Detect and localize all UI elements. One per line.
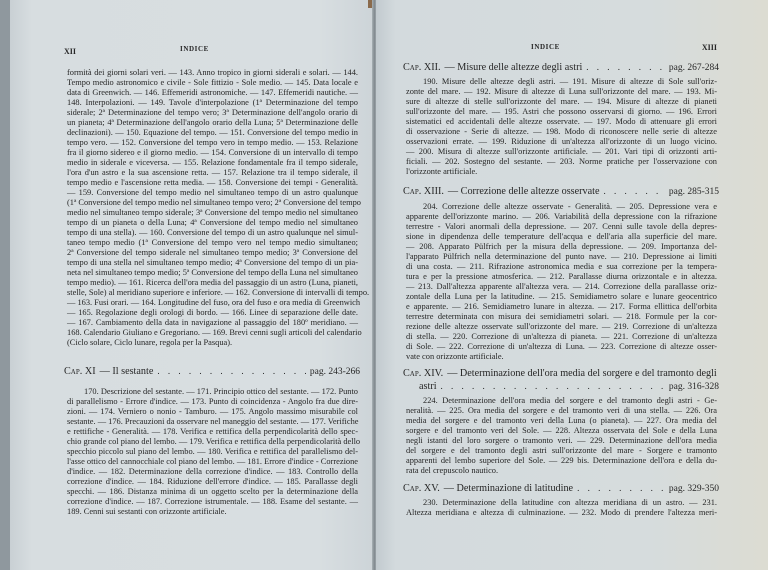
dot-leader: [577, 482, 665, 495]
text-line: medio in siderale e viceversa. — 155. Relazione fondamentale fra il tempo siderale,: [67, 158, 358, 167]
chapter-title: — Determinazione dell'ora media del sorgere e del tramonto degli: [447, 368, 717, 379]
text-line: — 165. Regolazione degli orologi di bordo. — 166. Linee di separazione delle date.: [67, 308, 358, 317]
chapter-heading: [403, 185, 719, 198]
chapter-heading: [64, 365, 360, 378]
text-line: Tempo medio astronomico e civile - Sole fittizio - Sole medio. — 145. Data locale e: [67, 78, 358, 87]
text-line: neralità. — 225. Ora media del sorgere e del tramonto veri di una stella. — 226. Ora: [406, 406, 717, 415]
left-page: [10, 0, 373, 570]
text-line: di Sole. — 222. Correzione di un'altezza di Luna. — 223. Correzione di altezze osser-: [406, 342, 717, 351]
chapter-heading: [403, 482, 719, 495]
running-head: INDICE: [180, 45, 209, 53]
text-line: l'asse ottico del cannocchiale col piano del lembo. — 181. Errore d'indice - Correzione: [67, 457, 358, 466]
text-line: medio nel simultaneo tempo siderale; 3ª Conversione del tempo medio nel simultaneo: [67, 208, 358, 217]
text-line: tempo medio). — 161. Ricerca dell'ora media del passaggio di un astro (Luna, pianeti,: [67, 278, 358, 287]
text-line: zontale della Luna per la latitudine. — 215. Semidiametro solare e lunare geocentrico: [406, 292, 717, 301]
text-line: siderale; 2ª Determinazione del tempo vero; 3ª Determinazione dell'angolo orario di: [67, 108, 358, 117]
text-line: correzione d'indice. — 184. Riduzione dell'errore d'indice. — 185. Parallasse degli: [67, 477, 358, 486]
text-line: — 213. Dall'altezza apparente all'altezza vera. — 214. Correzione della parallasse oriz-: [406, 282, 717, 291]
text-line: di stella. — 220. Correzione di un'altezza di pianeta. — 221. Correzione di un'altezza: [406, 332, 717, 341]
text-line: neta nel simultaneo tempo medio; 5ª Conversione del tempo della Luna nel simultaneo: [67, 268, 358, 277]
chapter-heading: [403, 367, 719, 393]
text-line: un pianeta; 4ª Determinazione dell'angolo orario della Luna; 5ª Determinazione delle: [67, 118, 358, 127]
text-line: tempo di una stella). — 160. Conversione del tempo di un astro qualunque nel simul-: [67, 228, 358, 237]
page-number: XIII: [701, 43, 717, 52]
text-line: tura e per la pressione atmosferica. — 212. Parallasse diurna orizzontale e in altezza.: [406, 272, 717, 281]
chapter-pages: pag. 316-328: [668, 382, 719, 392]
chapter-title: — Determinazione di latitudine: [443, 483, 574, 494]
chapter-pages: pag. 285-315: [668, 187, 719, 197]
chapter-label: Cap. XII.: [403, 62, 441, 73]
text-line: di parallelismo - Errore d'indice. — 173. Punto di coincidenza - Angolo fra due dire-: [67, 397, 358, 406]
chapter-title-row: [403, 482, 719, 495]
chapter-title-row: [403, 185, 719, 198]
text-line: 204. Correzione delle altezze osservate - Generalità. — 205. Depressione vera e: [423, 202, 717, 211]
text-line: di una costa. — 211. Rifrazione astronomica media e sua correzione per la tempera-: [406, 262, 717, 271]
text-line: d'indice. — 182. Determinazione della correzione d'indice. — 183. Controllo della: [67, 467, 358, 476]
text-line: del sorgere e del tramonto degli astri sull'orizzonte del mare - Sorgere e tramonto: [406, 446, 717, 455]
text-line: Altezza meridiana e altezza di culminazione. — 232. Modo di prendere l'altezza meri-: [406, 508, 717, 517]
text-line: rata del crepuscolo nautico.: [406, 466, 499, 475]
chapter-title: — Il sestante: [99, 366, 154, 377]
chapter-title-row: [403, 380, 719, 393]
text-line: e rettifiche - Generalità. — 178. Verifica e rettifica della perpendicolarità dello spec-: [67, 427, 358, 436]
chapter-label: Cap. XV.: [403, 483, 440, 494]
text-line: — 200. Misura di altezze sull'orizzonte artificiale. — 201. Vari tipi di orizzonti arti-: [406, 147, 717, 156]
dot-leader: [441, 380, 665, 393]
text-line: l'orizzonte artificiale.: [406, 167, 478, 176]
text-line: ficiali. — 202. Sostegno del sestante. — 203. Norme pratiche per l'osservazione con: [406, 157, 717, 166]
text-line: (1ª Conversione del tempo medio nel simultaneo tempo vero; 2ª Conversione del tempo: [67, 198, 361, 207]
dot-leader: [586, 61, 665, 74]
chapter-title-row: [403, 61, 719, 74]
text-line: — 208. Apparato Pülfrich per la misura della depressione. — 209. Importanza del-: [406, 242, 717, 251]
chapter-title-row: [64, 365, 360, 378]
text-line: sistematici ed accidentali delle altezze osservate. — 197. Modo di attenuare gli errori: [406, 117, 717, 126]
dot-leader: [157, 365, 306, 378]
text-line: stelle, Sole) al meridiano superiore e inferiore. — 162. Conversione di intervalli di tempo.: [67, 288, 370, 297]
text-line: formità dei giorni solari veri. — 143. Anno tropico in giorni siderali e solari. — 144.: [67, 68, 358, 77]
text-line: — 167. Cambiamento della data in navigazione al passaggio del 180º meridiano. —: [67, 318, 358, 327]
chapter-heading: [403, 61, 719, 74]
toc-entry-paragraph: [67, 387, 361, 517]
text-line: terrestre determinata con misura dei semidiametri solari. — 218. Formule per la cor-: [406, 312, 717, 321]
text-line: l'apparato Pülfrich nella determinazione del punto nave. — 210. Depressione ai limiti: [406, 252, 717, 261]
chapter-label: Cap. XIII.: [403, 186, 444, 197]
toc-entry-paragraph: [406, 498, 717, 518]
chapter-label: Cap. XIV.: [403, 368, 444, 379]
text-line: osservazioni errate. — 199. Riduzione di un'altezza all'orizzonte di un luogo vicino.: [406, 137, 717, 146]
text-line: declinazioni). — 150. Equazione del tempo. — 151. Conversione del tempo medio in: [67, 128, 358, 137]
text-line: sione in dipendenza delle temperature dell'acqua e dell'aria alla superficie del mare.: [406, 232, 717, 241]
text-line: — 163. Fusi orari. — 164. Longitudine del fuso, ora del fuso e ora media di Greenwich: [67, 298, 361, 307]
text-line: tempo vero. — 152. Conversione del tempo vero in tempo medio. — 153. Relazione: [67, 138, 358, 147]
text-line: sull'orizzonte del mare. — 195. Astri che possono osservarsi di giorno. — 196. Errori: [406, 107, 717, 116]
text-line: sorgere e del tramonto veri del Sole. — 228. Altezza osservata del Sole e della Luna: [406, 426, 717, 435]
text-line: vate con orizzonte artificiale.: [406, 352, 504, 361]
chapter-title-continued: astri: [419, 381, 437, 392]
text-line: negli istanti del loro sorgere o tramonto veri. — 229. Determinazione dell'ora media: [406, 436, 717, 445]
chapter-title-row: [403, 367, 719, 380]
text-line: apparenti del lembo superiore del Sole. — 229 bis. Determinazione dell'ora e della du-: [406, 456, 717, 465]
running-head: INDICE: [531, 43, 560, 51]
text-line: 2ª Conversione del tempo siderale nel simultaneo tempo medio; 3ª Conversione del: [67, 248, 358, 257]
text-line: tempo medio e l'ascensione retta media. — 158. Conversione dei tempi - Generalità.: [67, 178, 358, 187]
text-line: 190. Misure delle altezze degli astri. — 191. Misure di altezze di Sole sull'oriz-: [423, 77, 717, 86]
text-line: tempo di un pianeta o della Luna; 4ª Conversione del tempo medio nel simultaneo: [67, 218, 358, 227]
text-line: data di Greenwich. — 146. Effemeridi astronomiche. — 147. Effemeridi nautiche. —: [67, 88, 358, 97]
text-line: sure di altezze di stelle sull'orizzonte del mare. — 194. Misure di altezze di pianeti: [406, 97, 717, 106]
chapter-pages: pag. 243-266: [309, 367, 360, 377]
chapter-label: Cap. XI: [64, 366, 96, 377]
text-line: 170. Descrizione del sestante. — 171. Principio ottico del sestante. — 172. Punto: [84, 387, 358, 396]
text-line: — 159. Conversione del tempo medio nel simultaneo tempo di un astro qualunque: [67, 188, 358, 197]
text-line: 168. Calendario Giuliano e Gregoriano. — 169. Brevi cenni sugli articoli del calendario: [67, 328, 362, 337]
dot-leader: [604, 185, 665, 198]
text-line: 224. Determinazione dell'ora media del sorgere e del tramonto degli astri - Ge-: [423, 396, 717, 405]
text-line: sestante. — 176. Precauzioni da osservare nel maneggio del sestante. — 177. Verifiche: [67, 417, 359, 426]
chapter-title: — Correzione delle altezze osservate: [447, 186, 600, 197]
toc-entry-paragraph: [67, 68, 370, 348]
text-line: apparente dell'orizzonte marino. — 206. Variabilità della depressione con la rifrazione: [406, 212, 717, 221]
chapter-title: — Misure delle altezze degli astri: [444, 62, 583, 73]
text-line: (Ciclo solare, Ciclo lunare, regola per la Pasqua).: [67, 338, 233, 347]
page-number: XII: [64, 47, 77, 56]
chapter-pages: pag. 329-350: [668, 484, 719, 494]
text-line: di osservazione - Serie di altezze. — 198. Modo di riconoscere nelle serie di altezze: [406, 127, 717, 136]
text-line: specchio piccolo sul piano del lembo. — 180. Verifica e rettifica del parallelismo del-: [67, 447, 358, 456]
chapter-pages: pag. 267-284: [668, 63, 719, 73]
text-line: rezione delle altezze osservate sull'orizzonte del mare. — 219. Correzione di un'altezza: [406, 322, 717, 331]
text-line: zonte del mare. — 192. Misure di altezze di Luna sull'orizzonte del mare. — 193. Mi-: [406, 87, 717, 96]
text-line: terrestre - Valori anormali della depressione. — 207. Cenni sulle tavole della depres-: [406, 222, 717, 231]
text-line: zioni. — 174. Verniero o nonio - Tamburo. — 175. Angolo massimo misurabile col: [67, 407, 358, 416]
text-line: specchi. — 186. Distanza minima di un oggetto scelto per la determinazione della: [67, 487, 358, 496]
text-line: correzione d'indice. — 187. Correzione istrumentale. — 188. Esame del sestante. —: [67, 497, 358, 506]
text-line: media del sorgere e del tramonto veri della Luna (o pianeta). — 227. Ora media del: [406, 416, 717, 425]
text-line: 189. Cenni sui sestanti con orizzonte artificiale.: [67, 507, 227, 516]
text-line: e apparente. — 216. Semidiametro lunare in altezza. — 217. Forma ellittica dell'orbita: [406, 302, 717, 311]
toc-entry-paragraph: [406, 396, 717, 476]
right-page: [376, 0, 768, 570]
text-line: 148. Interpolazioni. — 149. Tavole d'interpolazione (1ª Determinazione del tempo: [67, 98, 358, 107]
text-line: 230. Determinazione della latitudine con altezza meridiana di un astro. — 231.: [423, 498, 717, 507]
text-line: fra il giorno sidereo e il giorno medio. — 154. Conversione di un intervallo di tempo: [67, 148, 358, 157]
text-line: taneo tempo medio (1ª Conversione del tempo vero nel tempo medio simultaneo;: [67, 238, 358, 247]
text-line: chio grande col piano del lembo. — 179. Verifica e rettifica della perpendicolarità dello: [67, 437, 361, 446]
text-line: l'ora d'un astro e la sua ascensione retta. — 157. Relazione tra il tempo siderale, il: [67, 168, 358, 177]
toc-entry-paragraph: [406, 202, 717, 362]
toc-entry-paragraph: [406, 77, 717, 177]
text-line: tempo di una stella nel simultaneo tempo medio; 4ª Conversione del tempo di un pia-: [67, 258, 358, 267]
